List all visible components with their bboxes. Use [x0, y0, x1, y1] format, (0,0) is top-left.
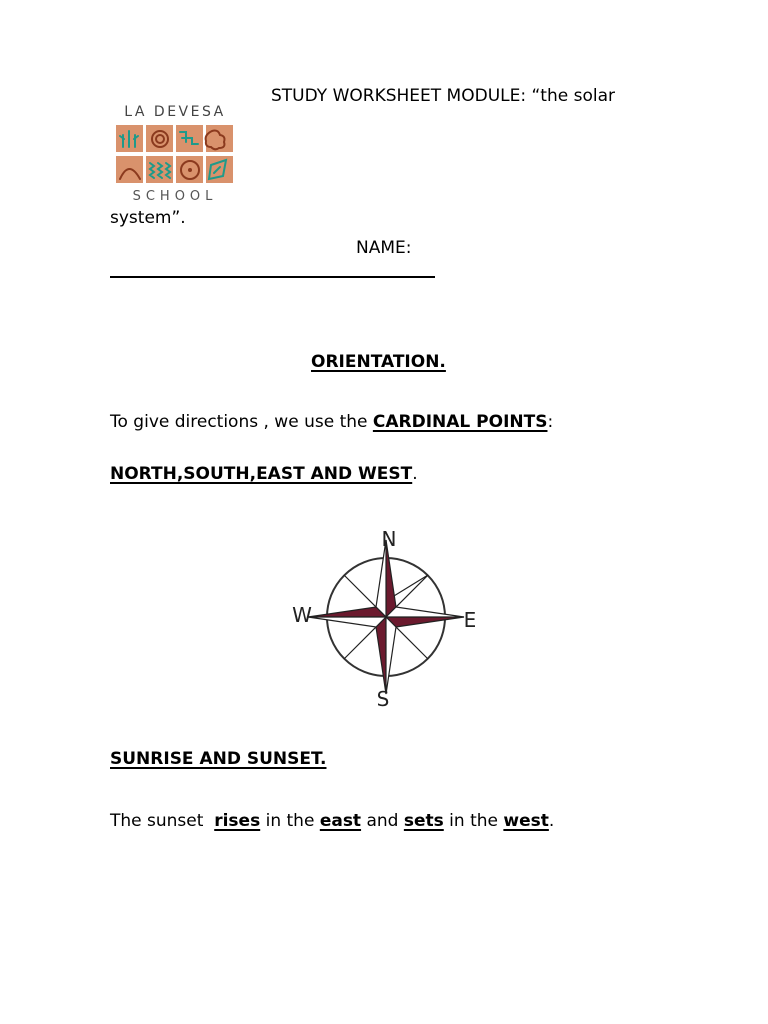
directions-list [110, 464, 418, 484]
logo-tiles [116, 125, 234, 185]
compass-west-label: W [292, 603, 312, 627]
logo-top-text: LA DEVESA [124, 104, 226, 120]
sun-text-5: . [548, 811, 555, 831]
term-east: east [319, 811, 362, 831]
sun-text-1: The sunset [110, 811, 215, 831]
term-rises: rises [214, 811, 261, 831]
sun-sentence [110, 811, 554, 831]
compass-south-label: S [376, 687, 390, 710]
worksheet-title-line2: system”. [110, 208, 186, 228]
sentence-colon: : [547, 412, 554, 432]
name-label: NAME: [356, 238, 412, 258]
sentence-text: To give directions , we use the [110, 412, 373, 432]
orientation-heading: ORIENTATION. [311, 352, 446, 372]
logo-bottom-text: SCHOOL [132, 189, 218, 204]
term-west: west [503, 811, 549, 831]
directions-period: . [412, 464, 418, 484]
worksheet-title-line1: STUDY WORKSHEET MODULE: “the solar [271, 86, 615, 106]
logo-glyphs-icon [116, 125, 234, 185]
compass-rose [290, 526, 480, 710]
term-sets: sets [403, 811, 444, 831]
cardinal-points-sentence [110, 412, 553, 432]
compass-north-label: N [381, 527, 397, 551]
sunrise-sunset-heading: SUNRISE AND SUNSET. [110, 749, 327, 769]
compass-main-points [308, 540, 464, 694]
sun-text-4: in the [443, 811, 504, 831]
sun-text-2: in the [260, 811, 320, 831]
cardinal-points-term: CARDINAL POINTS [372, 412, 548, 432]
school-logo [111, 104, 239, 206]
name-underline [110, 276, 435, 278]
compass-east-label: E [463, 608, 477, 632]
sun-text-3: and [361, 811, 404, 831]
directions-term: NORTH,SOUTH,EAST AND WEST [110, 464, 413, 484]
